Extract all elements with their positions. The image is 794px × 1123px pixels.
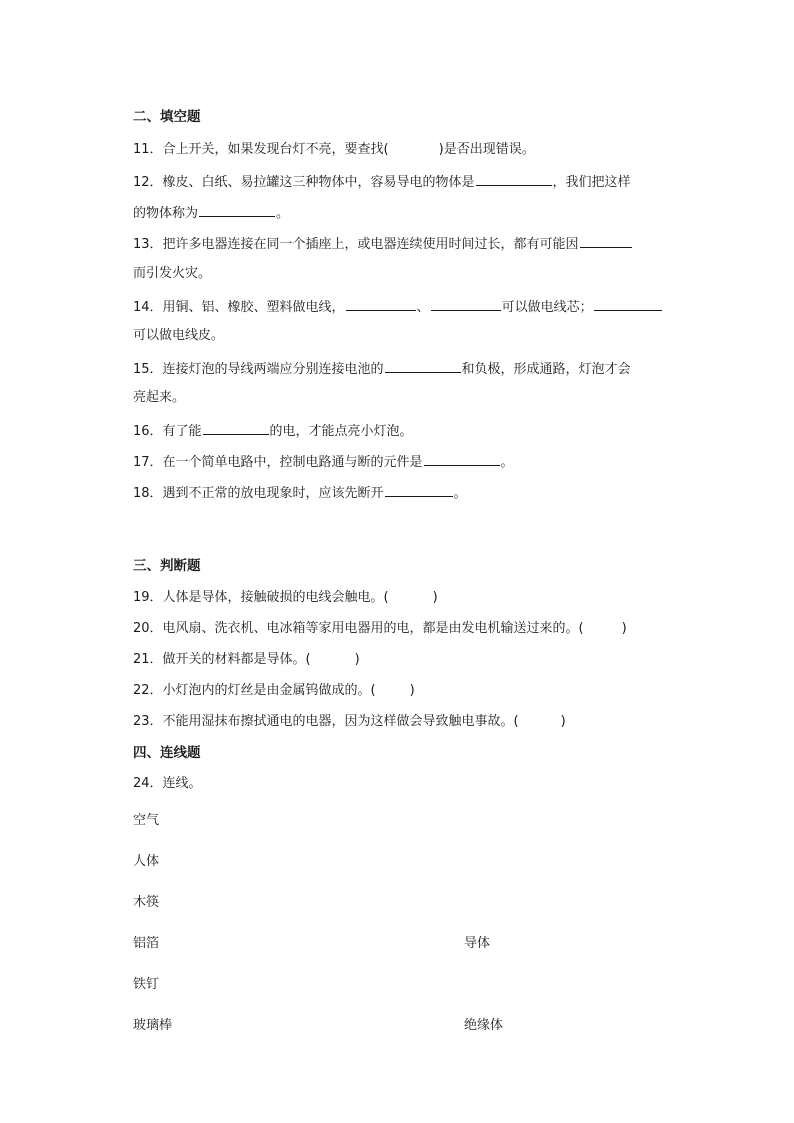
q12-text-after: ，我们把这样 [552,175,631,190]
match-left-item[interactable]: 人体 [133,854,160,869]
match-left-item[interactable]: 铁钉 [133,977,160,992]
match-right-item[interactable]: 绝缘体 [464,1018,504,1033]
q15-text: 15．连接灯泡的导线两端应分别连接电池的 [133,362,384,377]
q18-text-after: 。 [453,486,467,501]
q11-text-before: 11．合上开关，如果发现台灯不亮，要查找( [133,142,389,157]
question-22 [133,682,415,700]
question-14-line1 [133,297,663,317]
section-title-fill-blank: 二、填空题 [133,109,201,125]
q14-blank-1[interactable] [346,297,416,311]
match-left-item[interactable]: 木筷 [133,895,160,910]
q14-separator: 、 [416,300,430,315]
q13-text: 13．把许多电器连接在同一个插座上，或电器连续使用时间过长，都有可能因 [133,237,579,252]
q18-blank[interactable] [385,483,453,497]
q12-line2-text: 的物体称为 [133,206,199,221]
q17-text-after: 。 [500,455,514,470]
q12-text-before: 12．橡皮、白纸、易拉罐这三种物体中，容易导电的物体是 [133,175,475,190]
q21-close-paren: ) [354,652,360,667]
q20-close-paren: ) [621,621,627,636]
q17-blank[interactable] [424,452,500,466]
question-16 [133,421,413,441]
q16-text-after: 的电，才能点亮小灯泡。 [269,424,413,439]
question-15-line2: 亮起来。 [133,390,186,405]
q17-text-before: 17．在一个简单电路中，控制电路通与断的元件是 [133,455,423,470]
question-11 [133,141,535,159]
q13-blank[interactable] [580,234,632,248]
q21-text: 21．做开关的材料都是导体。( [133,652,311,667]
question-23 [133,713,566,731]
q16-blank[interactable] [203,421,269,435]
question-12-line2 [133,203,289,223]
question-15-line1 [133,359,631,379]
question-24: 24．连线。 [133,776,202,791]
q12-blank-1[interactable] [476,172,552,186]
question-19 [133,589,438,607]
q16-text-before: 16．有了能 [133,424,202,439]
match-left-item[interactable]: 玻璃棒 [133,1018,173,1033]
q12-blank-2[interactable] [199,203,275,217]
q14-blank-2[interactable] [431,297,501,311]
q14-mid-text: 可以做电线芯； [501,300,593,315]
q14-blank-3[interactable] [594,297,662,311]
q22-close-paren: ) [409,683,415,698]
q23-text: 23．不能用湿抹布擦拭通电的电器，因为这样做会导致触电事故。( [133,714,519,729]
q22-text: 22．小灯泡内的灯丝是由金属钨做成的。( [133,683,376,698]
q15-text-after: 和负极，形成通路，灯泡才会 [461,362,631,377]
question-20 [133,620,627,638]
q11-text-after: )是否出现错误。 [438,142,535,157]
q14-text: 14．用铜、铝、橡胶、塑料做电线， [133,300,345,315]
question-18 [133,483,467,503]
question-17 [133,452,514,472]
section-title-true-false: 三、判断题 [133,558,201,574]
q18-text-before: 18．遇到不正常的放电现象时，应该先断开 [133,486,384,501]
question-21 [133,651,360,669]
match-left-item[interactable]: 铝箔 [133,936,160,951]
q15-blank[interactable] [385,359,461,373]
q20-text: 20．电风扇、洗衣机、电冰箱等家用电器用的电，都是由发电机输送过来的。( [133,621,584,636]
match-left-item[interactable]: 空气 [133,813,160,828]
question-13-line2: 而引发火灾。 [133,266,212,281]
q23-close-paren: ) [560,714,566,729]
question-14-line2: 可以做电线皮。 [133,328,225,343]
q12-line2-end: 。 [276,206,290,221]
question-13-line1 [133,234,633,254]
question-12-line1 [133,172,631,192]
q19-text: 19．人体是导体，接触破损的电线会触电。( [133,590,389,605]
q19-close-paren: ) [432,590,438,605]
match-right-item[interactable]: 导体 [464,936,491,951]
section-title-matching: 四、连线题 [133,745,201,761]
